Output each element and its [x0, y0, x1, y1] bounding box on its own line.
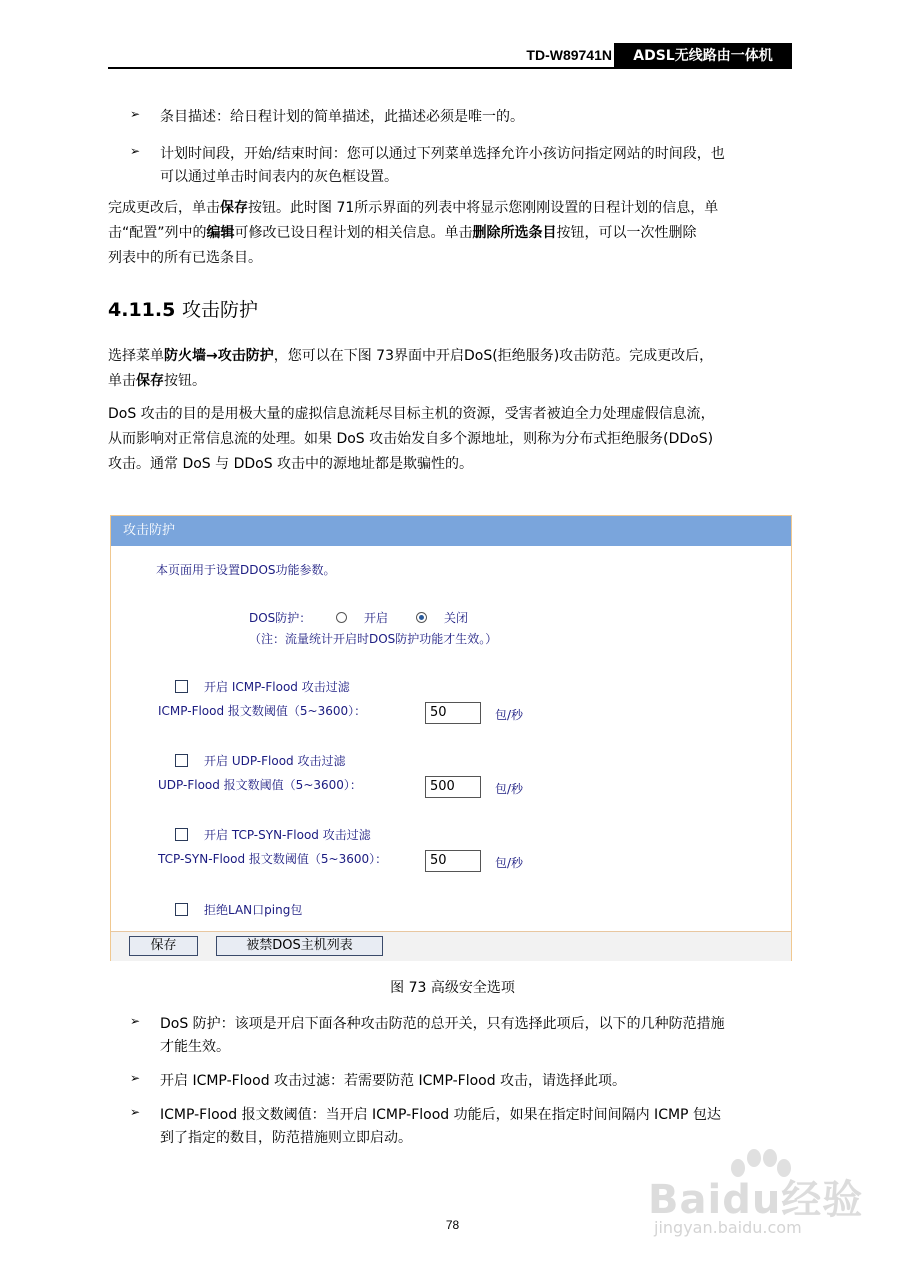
- bullet-text-cont: 才能生效。: [160, 1039, 230, 1055]
- dos-off-label: 关闭: [444, 611, 469, 625]
- panel-intro: 本页面用于设置DDOS功能参数。: [156, 563, 336, 577]
- tcp-threshold-label: TCP-SYN-Flood 报文数阈值（5~3600）：: [158, 852, 388, 866]
- watermark-brand: Baidu经验: [648, 1177, 864, 1223]
- udp-threshold-label: UDP-Flood 报文数阈值（5~3600）：: [158, 778, 362, 792]
- header-rule: [108, 67, 792, 69]
- header-product: ADSL无线路由一体机: [614, 43, 792, 69]
- tcp-unit: 包/秒: [495, 856, 524, 870]
- bullet-text: DoS 防护：该项是开启下面各种攻击防范的总开关，只有选择此项后，以下的几种防范措施: [160, 1016, 725, 1032]
- dos-off-radio[interactable]: [416, 612, 427, 623]
- paragraph-1: 完成更改后，单击保存按钮。此时图 71所示界面的列表中将显示您刚刚设置的日程计划的信息，单 击“配置”列中的编辑可修改已设日程计划的相关信息。单击删除所选条目按钮，可以一次性删除 列表中的所有已选条目。: [108, 200, 719, 266]
- paragraph-3: DoS 攻击的目的是用极大量的虚拟信息流耗尽目标主机的资源，受害者被迫全力处理虚假信息流， 从而影响对正常信息流的处理。如果 DoS 攻击始发自多个源地址，则称为分布式拒绝服务(DDoS) 攻击。通常 DoS 与 DDoS 攻击中的源地址都是欺骗性的。: [108, 406, 715, 472]
- page-number: 78: [445, 1218, 460, 1232]
- section-heading: 4.11.5 攻击防护: [108, 299, 258, 321]
- udp-threshold-input[interactable]: 500: [425, 776, 481, 798]
- udp-flood-checkbox[interactable]: [175, 754, 188, 767]
- tcp-threshold-input[interactable]: 50: [425, 850, 481, 872]
- dos-on-label: 开启: [364, 611, 389, 625]
- icmp-unit: 包/秒: [495, 708, 524, 722]
- dos-on-radio[interactable]: [336, 612, 347, 623]
- icmp-threshold-input[interactable]: 50: [425, 702, 481, 724]
- icmp-flood-label: 开启 ICMP-Flood 攻击过滤: [204, 680, 350, 694]
- bullet-text: 开启 ICMP-Flood 攻击过滤：若需要防范 ICMP-Flood 攻击，请选择此项。: [160, 1073, 627, 1089]
- save-button[interactable]: 保存: [129, 936, 198, 956]
- icmp-threshold-label: ICMP-Flood 报文数阈值（5~3600）：: [158, 704, 367, 718]
- bullet-text-cont: 到了指定的数目，防范措施则立即启动。: [160, 1130, 412, 1146]
- bullet-arrow-icon: ➢: [130, 1071, 141, 1085]
- dos-label: DOS防护：: [249, 611, 312, 625]
- bullet-arrow-icon: ➢: [130, 144, 141, 158]
- deny-lan-ping-label: 拒绝LAN口ping包: [204, 903, 303, 917]
- dos-note: （注：流量统计开启时DOS防护功能才生效。）: [249, 632, 498, 646]
- bullet-arrow-icon: ➢: [130, 1014, 141, 1028]
- bullet-text: ICMP-Flood 报文数阈值：当开启 ICMP-Flood 功能后，如果在指定时间间隔内 ICMP 包达: [160, 1107, 721, 1123]
- panel-title: 攻击防护: [111, 516, 791, 546]
- figure-caption: 图 73 高级安全选项: [390, 980, 515, 996]
- header-model: TD-W89741N: [526, 47, 612, 63]
- bullet-arrow-icon: ➢: [130, 1105, 141, 1119]
- baidu-watermark: [648, 1160, 864, 1240]
- bullet-text-cont: 可以通过单击时间表内的灰色框设置。: [160, 169, 398, 185]
- attack-protection-panel: [110, 515, 792, 961]
- tcp-syn-flood-checkbox[interactable]: [175, 828, 188, 841]
- bullet-text: 条目描述：给日程计划的简单描述，此描述必须是唯一的。: [160, 109, 524, 125]
- udp-unit: 包/秒: [495, 782, 524, 796]
- bullet-arrow-icon: ➢: [130, 107, 141, 121]
- icmp-flood-checkbox[interactable]: [175, 680, 188, 693]
- tcp-syn-flood-label: 开启 TCP-SYN-Flood 攻击过滤: [204, 828, 371, 842]
- udp-flood-label: 开启 UDP-Flood 攻击过滤: [204, 754, 346, 768]
- button-bar: [111, 931, 791, 961]
- watermark-url: jingyan.baidu.com: [654, 1218, 802, 1237]
- paragraph-2: 选择菜单防火墙→攻击防护，您可以在下图 73界面中开启DoS(拒绝服务)攻击防范。完成更改后， 单击保存按钮。: [108, 348, 714, 389]
- deny-lan-ping-checkbox[interactable]: [175, 903, 188, 916]
- bullet-text: 计划时间段，开始/结束时间：您可以通过下列菜单选择允许小孩访问指定网站的时间段，也: [160, 146, 725, 162]
- banned-dos-hosts-button[interactable]: 被禁DOS主机列表: [216, 936, 383, 956]
